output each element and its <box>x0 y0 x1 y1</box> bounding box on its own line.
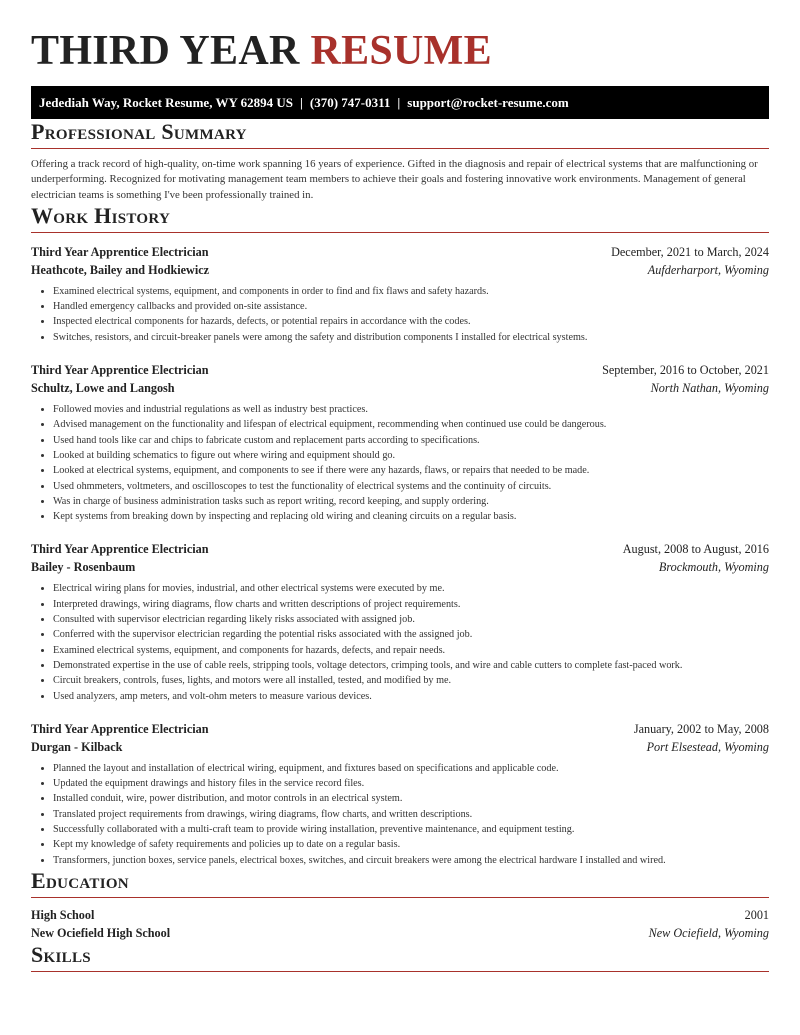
job-title: Third Year Apprentice Electrician <box>31 721 209 736</box>
job-dates: January, 2002 to May, 2008 <box>633 721 769 736</box>
job-bullet: • Used hand tools like car and chips to fabricate custom and replacement parts according to specifications. <box>53 433 769 448</box>
job-bullet: • Advised management on the functionality and lifespan of electrical equipment, recommending when continued use could be dangerous. <box>53 417 769 432</box>
job-bullets <box>31 581 769 703</box>
job-bullets <box>31 284 769 345</box>
education-degree: High School <box>31 907 95 922</box>
title-accent: RESUME <box>310 28 492 74</box>
summary-text: Offering a track record of high-quality, on-time work spanning 16 years of experience. Gifted in the diagnosis and repair of electrical systems that are malfunctioning or underperforming. Recognized for motivating management team members to achieve their goals and fostering innovative work environments. Management of general electrician teams is something I've been professionally trained in. <box>31 158 758 201</box>
job-company: Schultz, Lowe and Langosh <box>31 381 175 396</box>
contact-separator: | <box>397 95 401 110</box>
job-title: Third Year Apprentice Electrician <box>31 542 209 557</box>
job-title: Third Year Apprentice Electrician <box>31 363 209 378</box>
job-company: Bailey - Rosenbaum <box>31 560 136 575</box>
job-bullet: • Switches, resistors, and circuit-breaker panels were among the safety and distribution components I installed for electrical systems. <box>53 330 769 345</box>
job-bullet: • Followed movies and industrial regulations as well as industry best practices. <box>53 402 769 417</box>
job-bullet: • Looked at electrical systems, equipment, and components to see if there were any hazards, flaws, or repairs that needed to be made. <box>53 463 769 478</box>
job-dates: August, 2008 to August, 2016 <box>622 542 769 557</box>
job-bullet: • Consulted with supervisor electrician regarding likely risks associated with assigned job. <box>53 612 769 627</box>
job-dates: September, 2016 to October, 2021 <box>602 363 769 378</box>
job-bullet: • Circuit breakers, controls, fuses, lights, and motors were all installed, tested, and modified by me. <box>53 673 769 688</box>
job-location: North Nathan, Wyoming <box>650 381 769 396</box>
education-school: New Ociefield High School <box>31 925 171 940</box>
job-bullet: • Looked at building schematics to figure out where wiring and equipment should go. <box>53 448 769 463</box>
job-bullet: • Examined electrical systems, equipment, and components for hazards, defects, and repair needs. <box>53 643 769 658</box>
job-bullet: • Interpreted drawings, wiring diagrams, flow charts and written descriptions of project requirements. <box>53 597 769 612</box>
education-year: 2001 <box>744 907 769 922</box>
job-bullet: • Planned the layout and installation of electrical wiring, equipment, and fixtures based on specifications and applicable code. <box>53 761 769 776</box>
job-location: Aufderharport, Wyoming <box>647 262 769 277</box>
job-location: Brockmouth, Wyoming <box>658 560 769 575</box>
resume-page <box>31 0 769 972</box>
job-entry <box>31 720 769 868</box>
job-bullet: • Transformers, junction boxes, service panels, electrical boxes, switches, and circuit breakers were among the electrical hardware I installed and wired. <box>53 853 769 868</box>
title-main: THIRD YEAR <box>31 28 300 74</box>
job-bullet: • Translated project requirements from drawings, wiring diagrams, flow charts, and written descriptions. <box>53 807 769 822</box>
job-title: Third Year Apprentice Electrician <box>31 244 209 259</box>
job-bullets <box>31 761 769 868</box>
job-bullet: • Kept systems from breaking down by inspecting and replacing old wiring and cleaning circuits on a regular basis. <box>53 509 769 524</box>
contact-address: Jedediah Way, Rocket Resume, WY 62894 US <box>39 95 293 110</box>
job-bullet: • Conferred with the supervisor electrician regarding the potential risks associated with the assigned job. <box>53 627 769 642</box>
job-entry <box>31 361 769 524</box>
work-history-heading: Work History <box>31 203 769 233</box>
resume-title <box>31 0 769 78</box>
job-bullet: • Used analyzers, amp meters, and volt-ohm meters to measure various devices. <box>53 689 769 704</box>
job-bullets <box>31 402 769 524</box>
contact-separator: | <box>300 95 303 110</box>
job-location: Port Elsestead, Wyoming <box>646 739 769 754</box>
job-dates: December, 2021 to March, 2024 <box>611 244 769 259</box>
job-bullet: • Kept my knowledge of safety requirements and policies up to date on a regular basis. <box>53 837 769 852</box>
education-heading: Education <box>31 868 769 898</box>
job-bullet: • Was in charge of business administration tasks such as report writing, record keeping, and supply ordering. <box>53 494 769 509</box>
job-bullet: • Updated the equipment drawings and history files in the service record files. <box>53 776 769 791</box>
work-history-list <box>31 243 769 868</box>
job-bullet: • Inspected electrical components for hazards, defects, or potential repairs in accordance with the codes. <box>53 314 769 329</box>
job-company: Heathcote, Bailey and Hodkiewicz <box>31 262 210 277</box>
job-bullet: • Used ohmmeters, voltmeters, and oscilloscopes to test the functionality of electrical systems and the continuity of circuits. <box>53 479 769 494</box>
job-bullet: • Electrical wiring plans for movies, industrial, and other electrical systems were executed by me. <box>53 581 769 596</box>
job-entry <box>31 243 769 345</box>
job-bullet: • Examined electrical systems, equipment, and components in order to find and fix flaws and safety hazards. <box>53 284 769 299</box>
job-bullet: • Demonstrated expertise in the use of cable reels, stripping tools, voltage detectors, crimping tools, and wire and cable cutters to complete fast-paced work. <box>53 658 769 673</box>
job-entry <box>31 540 769 703</box>
education-entry <box>31 906 769 942</box>
contact-email: support@rocket-resume.com <box>407 95 569 110</box>
education-location: New Ociefield, Wyoming <box>648 925 769 940</box>
job-bullet: • Installed conduit, wire, power distribution, and motor controls in an electrical system. <box>53 791 769 806</box>
job-bullet: • Successfully collaborated with a multi-craft team to provide wiring installation, preventive maintenance, and equipment testing. <box>53 822 769 837</box>
job-bullet: • Handled emergency callbacks and provided on-site assistance. <box>53 299 769 314</box>
contact-phone: (370) 747-0311 <box>309 95 391 110</box>
summary-heading: Professional Summary <box>31 119 769 149</box>
skills-heading: Skills <box>31 942 769 972</box>
job-company: Durgan - Kilback <box>31 739 123 754</box>
contact-bar <box>31 86 769 119</box>
